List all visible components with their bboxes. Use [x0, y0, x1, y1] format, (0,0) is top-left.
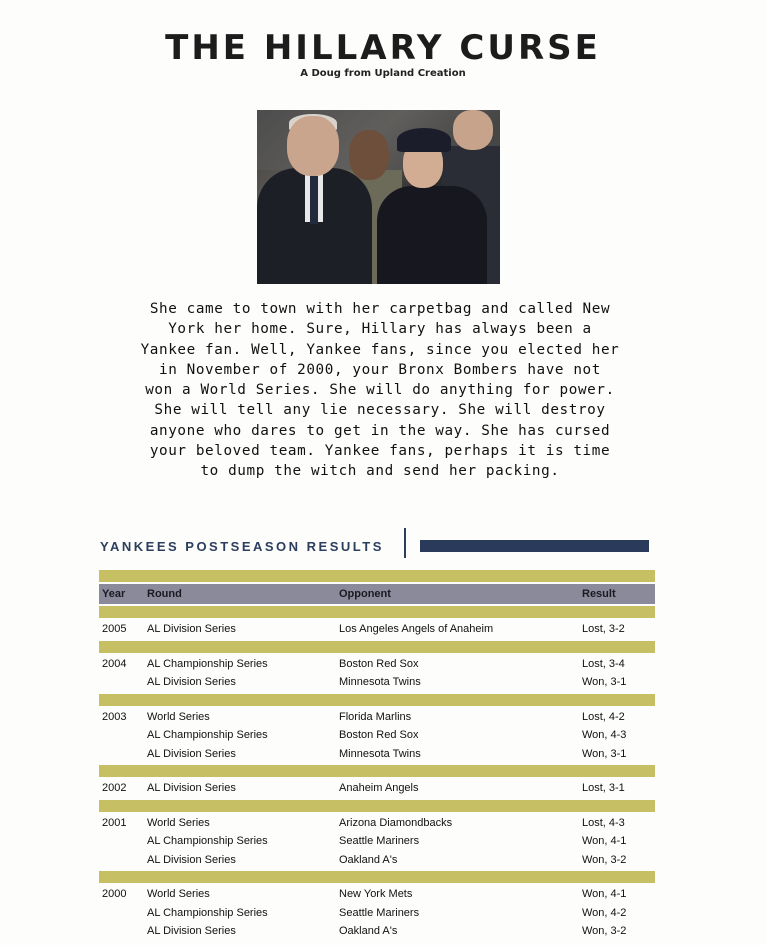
table-row [99, 655, 655, 674]
opponent-cell: Seattle Mariners [339, 835, 420, 847]
page-title: THE HILLARY CURSE [165, 28, 601, 68]
opponent-cell: Minnesota Twins [339, 747, 421, 760]
round-cell: World Series [147, 710, 210, 723]
gold-band [99, 800, 655, 812]
table-header [99, 584, 655, 604]
round-cell: AL Division Series [147, 925, 236, 937]
heading-divider [404, 528, 406, 558]
gold-band [99, 641, 655, 653]
opponent-cell: Seattle Mariners [339, 906, 420, 919]
year-cell: 2003 [102, 710, 127, 723]
table-row [99, 620, 655, 639]
table-row [99, 851, 655, 870]
round-cell: AL Championship Series [147, 657, 268, 670]
result-cell: Won, 4-2 [582, 906, 627, 919]
paragraph-line: She came to town with her carpetbag and called New [149, 301, 611, 317]
paragraph-line: She will tell any lie necessary. She will destroy [154, 402, 606, 419]
table-row [99, 745, 655, 764]
opponent-cell: New York Mets [339, 888, 413, 900]
paragraph-line: anyone who dares to get in the way. She has cursed [149, 422, 611, 439]
table-row [99, 922, 655, 941]
year-cell: 2005 [102, 623, 127, 635]
result-cell: Won, 3-1 [582, 747, 627, 760]
table-row [99, 708, 655, 727]
opponent-cell: Boston Red Sox [339, 729, 419, 741]
opponent-cell: Arizona Diamondbacks [339, 816, 453, 829]
opponent-cell: Los Angeles Angels of Anaheim [339, 623, 494, 635]
col-year: Year [102, 588, 126, 600]
round-cell: AL Division Series [147, 853, 236, 866]
year-cell: 2001 [102, 816, 127, 829]
opponent-cell: Oakland A's [339, 853, 398, 866]
paragraph-line: in November of 2000, your Bronx Bombers have not [159, 361, 601, 378]
gold-band [99, 606, 655, 618]
paragraph-line: your beloved team. Yankee fans, perhaps it is time [149, 443, 611, 460]
table-row [99, 832, 655, 851]
gold-band [99, 871, 655, 883]
year-cell: 2004 [102, 657, 127, 670]
table-row [99, 814, 655, 833]
result-cell: Won, 3-2 [582, 925, 627, 937]
round-cell: World Series [147, 816, 210, 829]
result-cell: Won, 3-1 [582, 676, 627, 688]
result-cell: Won, 4-1 [582, 835, 627, 847]
col-round: Round [147, 588, 182, 600]
round-cell: AL Division Series [147, 676, 236, 688]
paragraph-line: York her home. Sure, Hillary has always been a [168, 321, 592, 338]
gold-band [99, 694, 655, 706]
opponent-cell: Oakland A's [339, 925, 398, 937]
gold-band [99, 765, 655, 777]
year-cell: 2002 [102, 782, 127, 794]
paragraph-line: to dump the witch and send her packing. [200, 463, 560, 480]
result-cell: Lost, 3-2 [582, 623, 625, 635]
round-cell: AL Championship Series [147, 729, 268, 741]
table-row [99, 779, 655, 798]
col-result: Result [582, 588, 616, 600]
round-cell: AL Division Series [147, 747, 236, 760]
results-table [99, 570, 655, 941]
opponent-cell: Florida Marlins [339, 710, 412, 723]
heading-bar-end [646, 540, 649, 552]
gold-band [99, 570, 655, 582]
result-cell: Lost, 4-3 [582, 816, 625, 829]
round-cell: World Series [147, 888, 210, 900]
heading-bar [420, 540, 648, 552]
result-cell: Lost, 4-2 [582, 710, 625, 723]
body-paragraph [95, 299, 665, 482]
round-cell: AL Division Series [147, 623, 236, 635]
result-cell: Lost, 3-4 [582, 657, 625, 670]
opponent-cell: Minnesota Twins [339, 676, 421, 688]
year-cell: 2000 [102, 888, 127, 900]
opponent-cell: Boston Red Sox [339, 657, 419, 670]
table-row [99, 726, 655, 745]
table-row [99, 904, 655, 923]
paragraph-line: won a World Series. She will do anything for power. [145, 382, 615, 399]
page-subtitle: A Doug from Upland Creation [300, 68, 466, 79]
result-cell: Won, 4-1 [582, 888, 627, 900]
photo [257, 110, 500, 284]
table-row [99, 673, 655, 692]
result-cell: Won, 3-2 [582, 853, 627, 866]
round-cell: AL Championship Series [147, 906, 268, 919]
result-cell: Lost, 3-1 [582, 782, 625, 794]
result-cell: Won, 4-3 [582, 729, 627, 741]
opponent-cell: Anaheim Angels [339, 782, 419, 794]
round-cell: AL Division Series [147, 782, 236, 794]
table-row [99, 885, 655, 904]
col-opponent: Opponent [339, 588, 391, 600]
round-cell: AL Championship Series [147, 835, 268, 847]
table-heading: YANKEES POSTSEASON RESULTS [100, 539, 384, 554]
paragraph-line: Yankee fan. Well, Yankee fans, since you elected her [140, 341, 620, 358]
